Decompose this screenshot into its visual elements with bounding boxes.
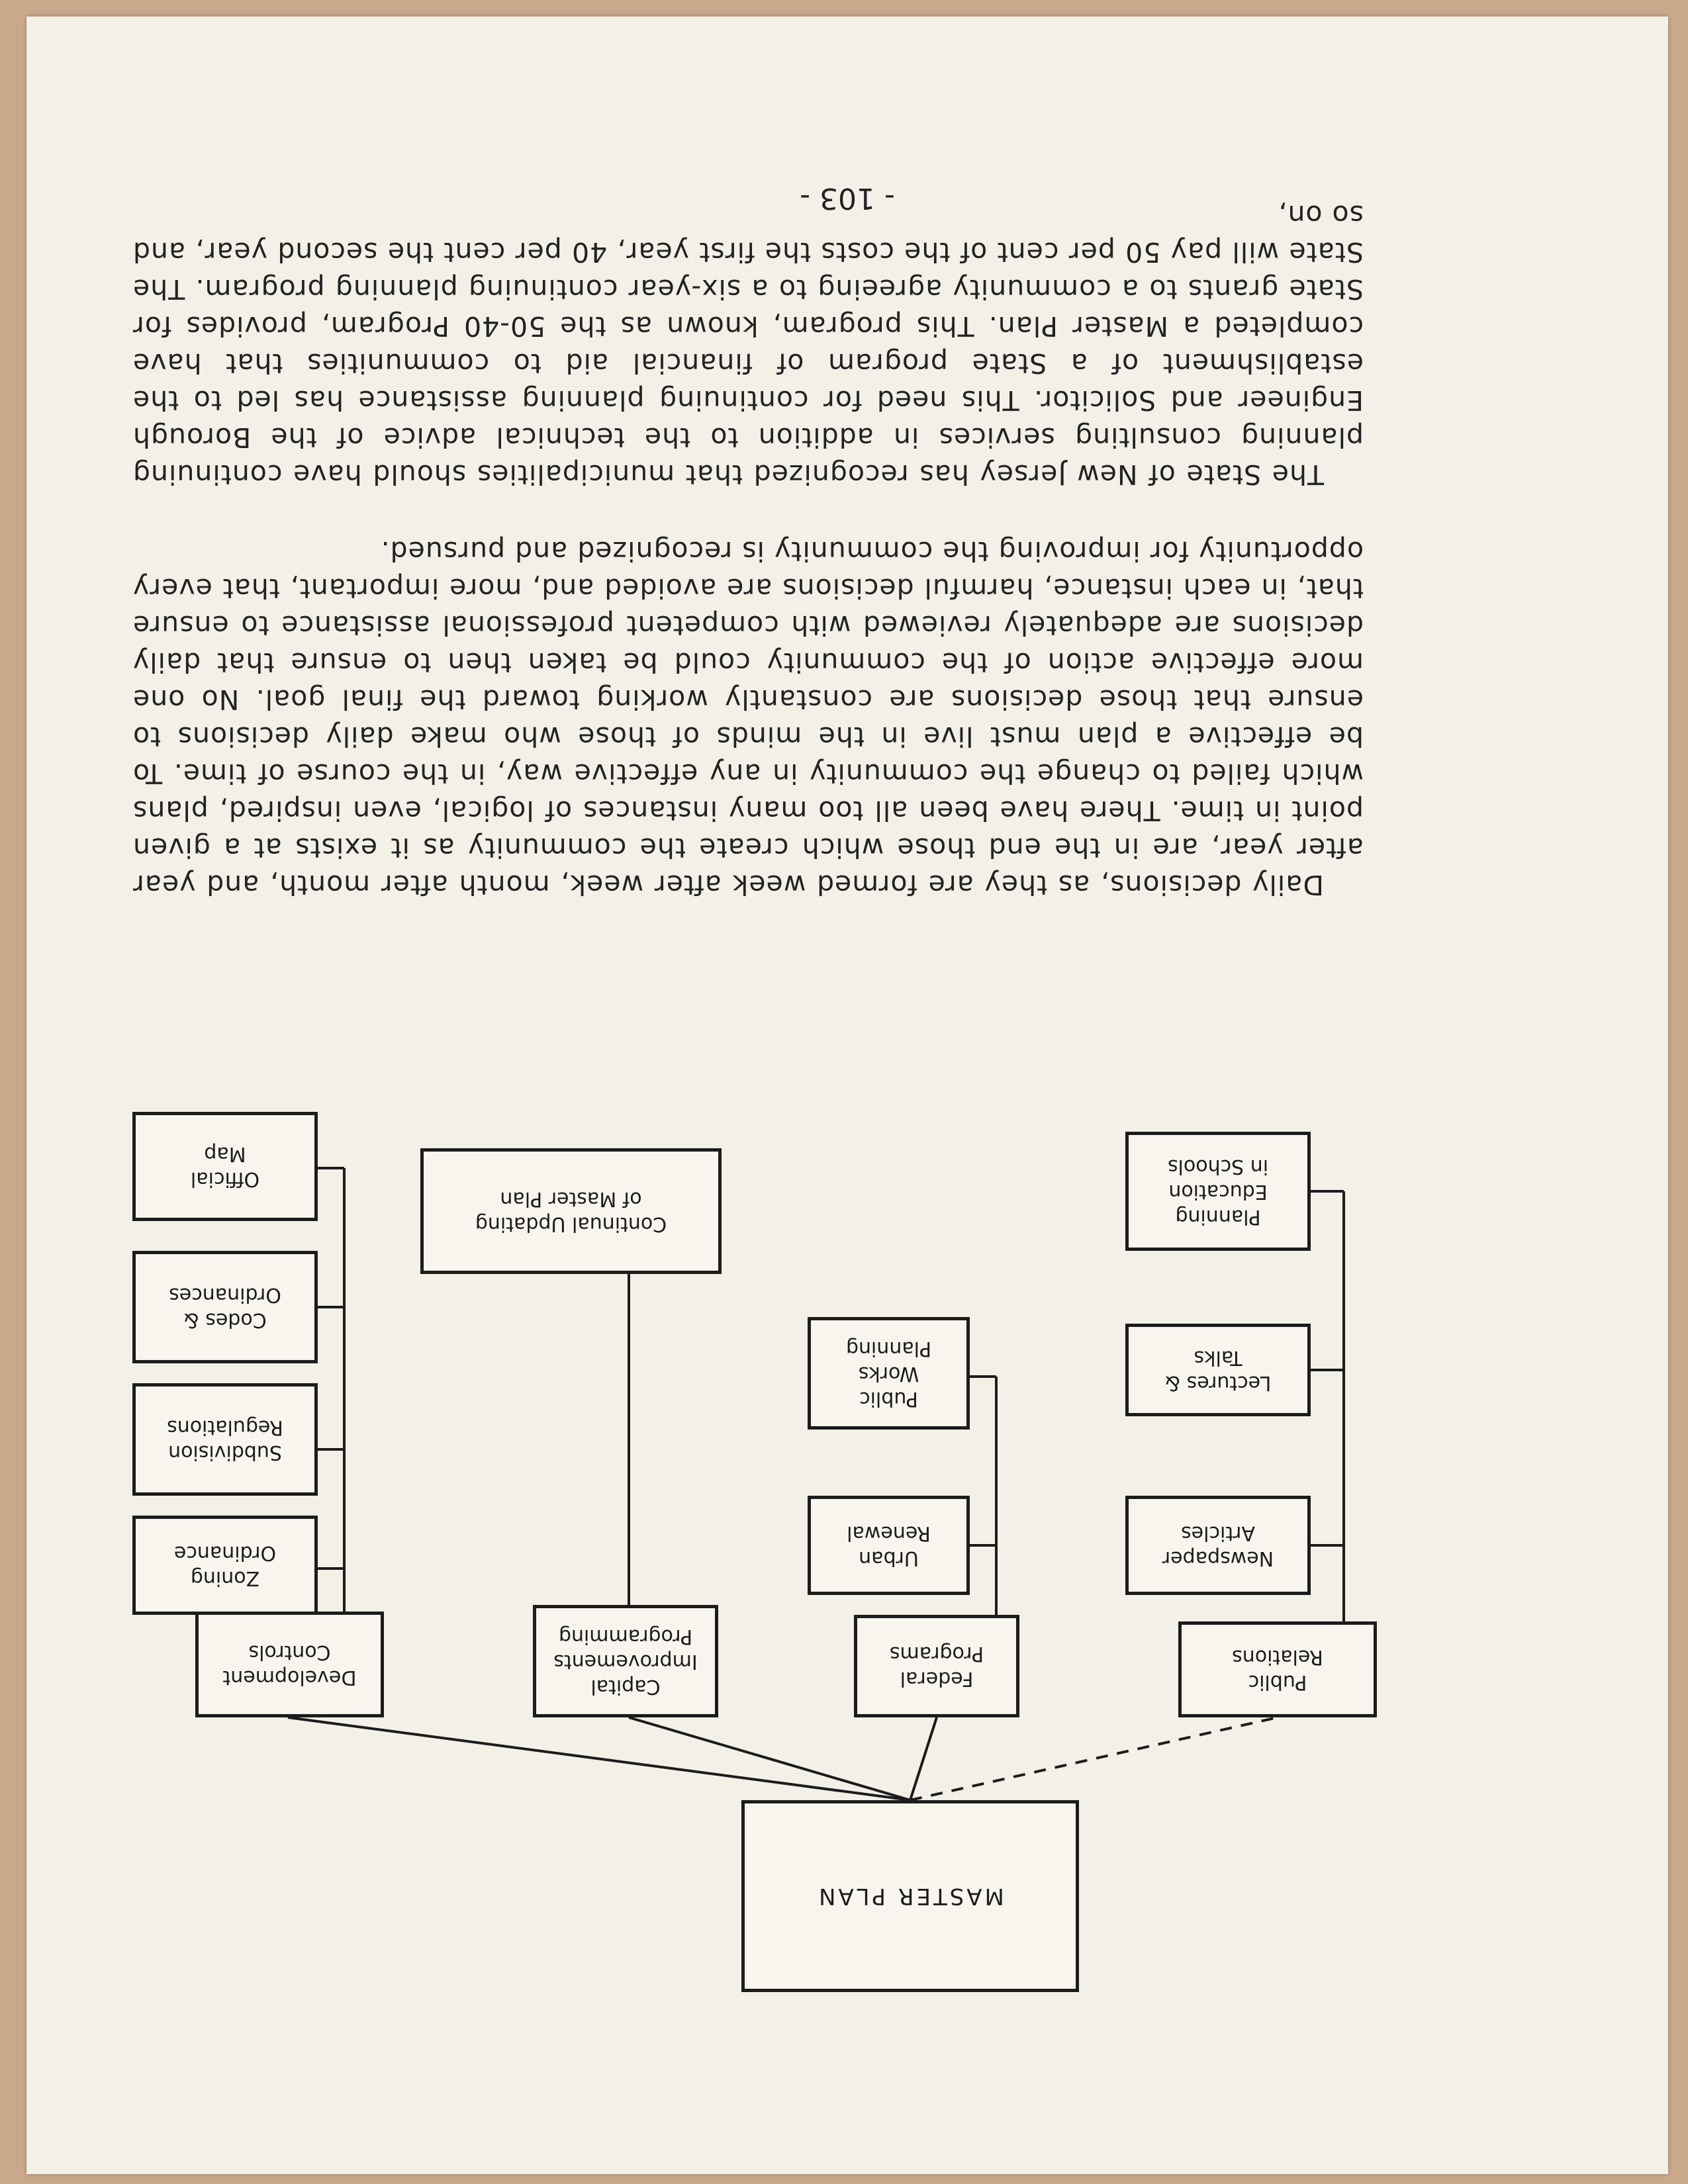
connector-federal-programs <box>910 1717 937 1800</box>
body-paragraph-2: The State of New Jersey has recognized that municipalities should have continuing planning consulting services in addition to the technical advice of the Borough Engineer and Solicitor. This need for continuing planning assistance has led to the establishment of a State program of financial aid to communities that have completed a Master Plan. This program, known as the 50-40 Program, provides for State grants to a community agreeing to a six-year continuing planning program. The State will pay 50 per cent of the costs the first year, 40 per cent the second year, and so on, <box>132 199 1364 490</box>
body-paragraph-1: Daily decisions, as they are formed week after week, month after month, and year after year, are in the end those which create the community as it exists at a given point in time. There have been all too many instances of logical, even inspired, plans which failed to change the community in any effective way, in the course of time. To be effective a plan must live in the minds of those who make daily decisions to ensure that those decisions are constantly working toward the final goal. No one more effective action of the community could be taken then to ensure that daily decisions are adequately reviewed with competent professional assistance to ensure that, in each instance, harmful decisions are avoided and, more important, that every opportunity for improving the community is recognized and pursued. <box>132 535 1364 901</box>
box-newspaper-articles: Newspaper Articles <box>1125 1496 1311 1595</box>
box-urban-renewal: Urban Renewal <box>808 1496 970 1595</box>
box-federal-programs: Federal Programs <box>854 1615 1019 1717</box>
page-number: - 103 - <box>800 181 895 215</box>
document-page <box>26 17 1668 2174</box>
connector-public-relations <box>910 1717 1278 1800</box>
box-official-map: Official Map <box>132 1112 318 1221</box>
rotated-page-content <box>26 17 1668 2174</box>
box-development-controls: Development Controls <box>195 1612 384 1717</box>
connector-development-controls <box>288 1717 910 1800</box>
box-planning-education: Planning Education in Schools <box>1125 1132 1311 1251</box>
box-zoning-ordinance: Zoning Ordinance <box>132 1516 318 1615</box>
box-master-plan: MASTER PLAN <box>741 1800 1079 1992</box>
box-continual-updating: Continual Updating of Master Plan <box>420 1148 722 1274</box>
box-public-relations: Public Relations <box>1178 1621 1377 1717</box>
box-capital-improvements: Capital Improvements Programming <box>533 1605 718 1717</box>
box-subdivision-regulations: Subdivision Regulations <box>132 1383 318 1496</box>
connector-capital-improvements <box>629 1717 910 1800</box>
box-public-works-planning: Public Works Planning <box>808 1317 970 1430</box>
box-lectures-talks: Lectures & Talks <box>1125 1324 1311 1416</box>
box-codes-ordinances: Codes & Ordinances <box>132 1251 318 1363</box>
